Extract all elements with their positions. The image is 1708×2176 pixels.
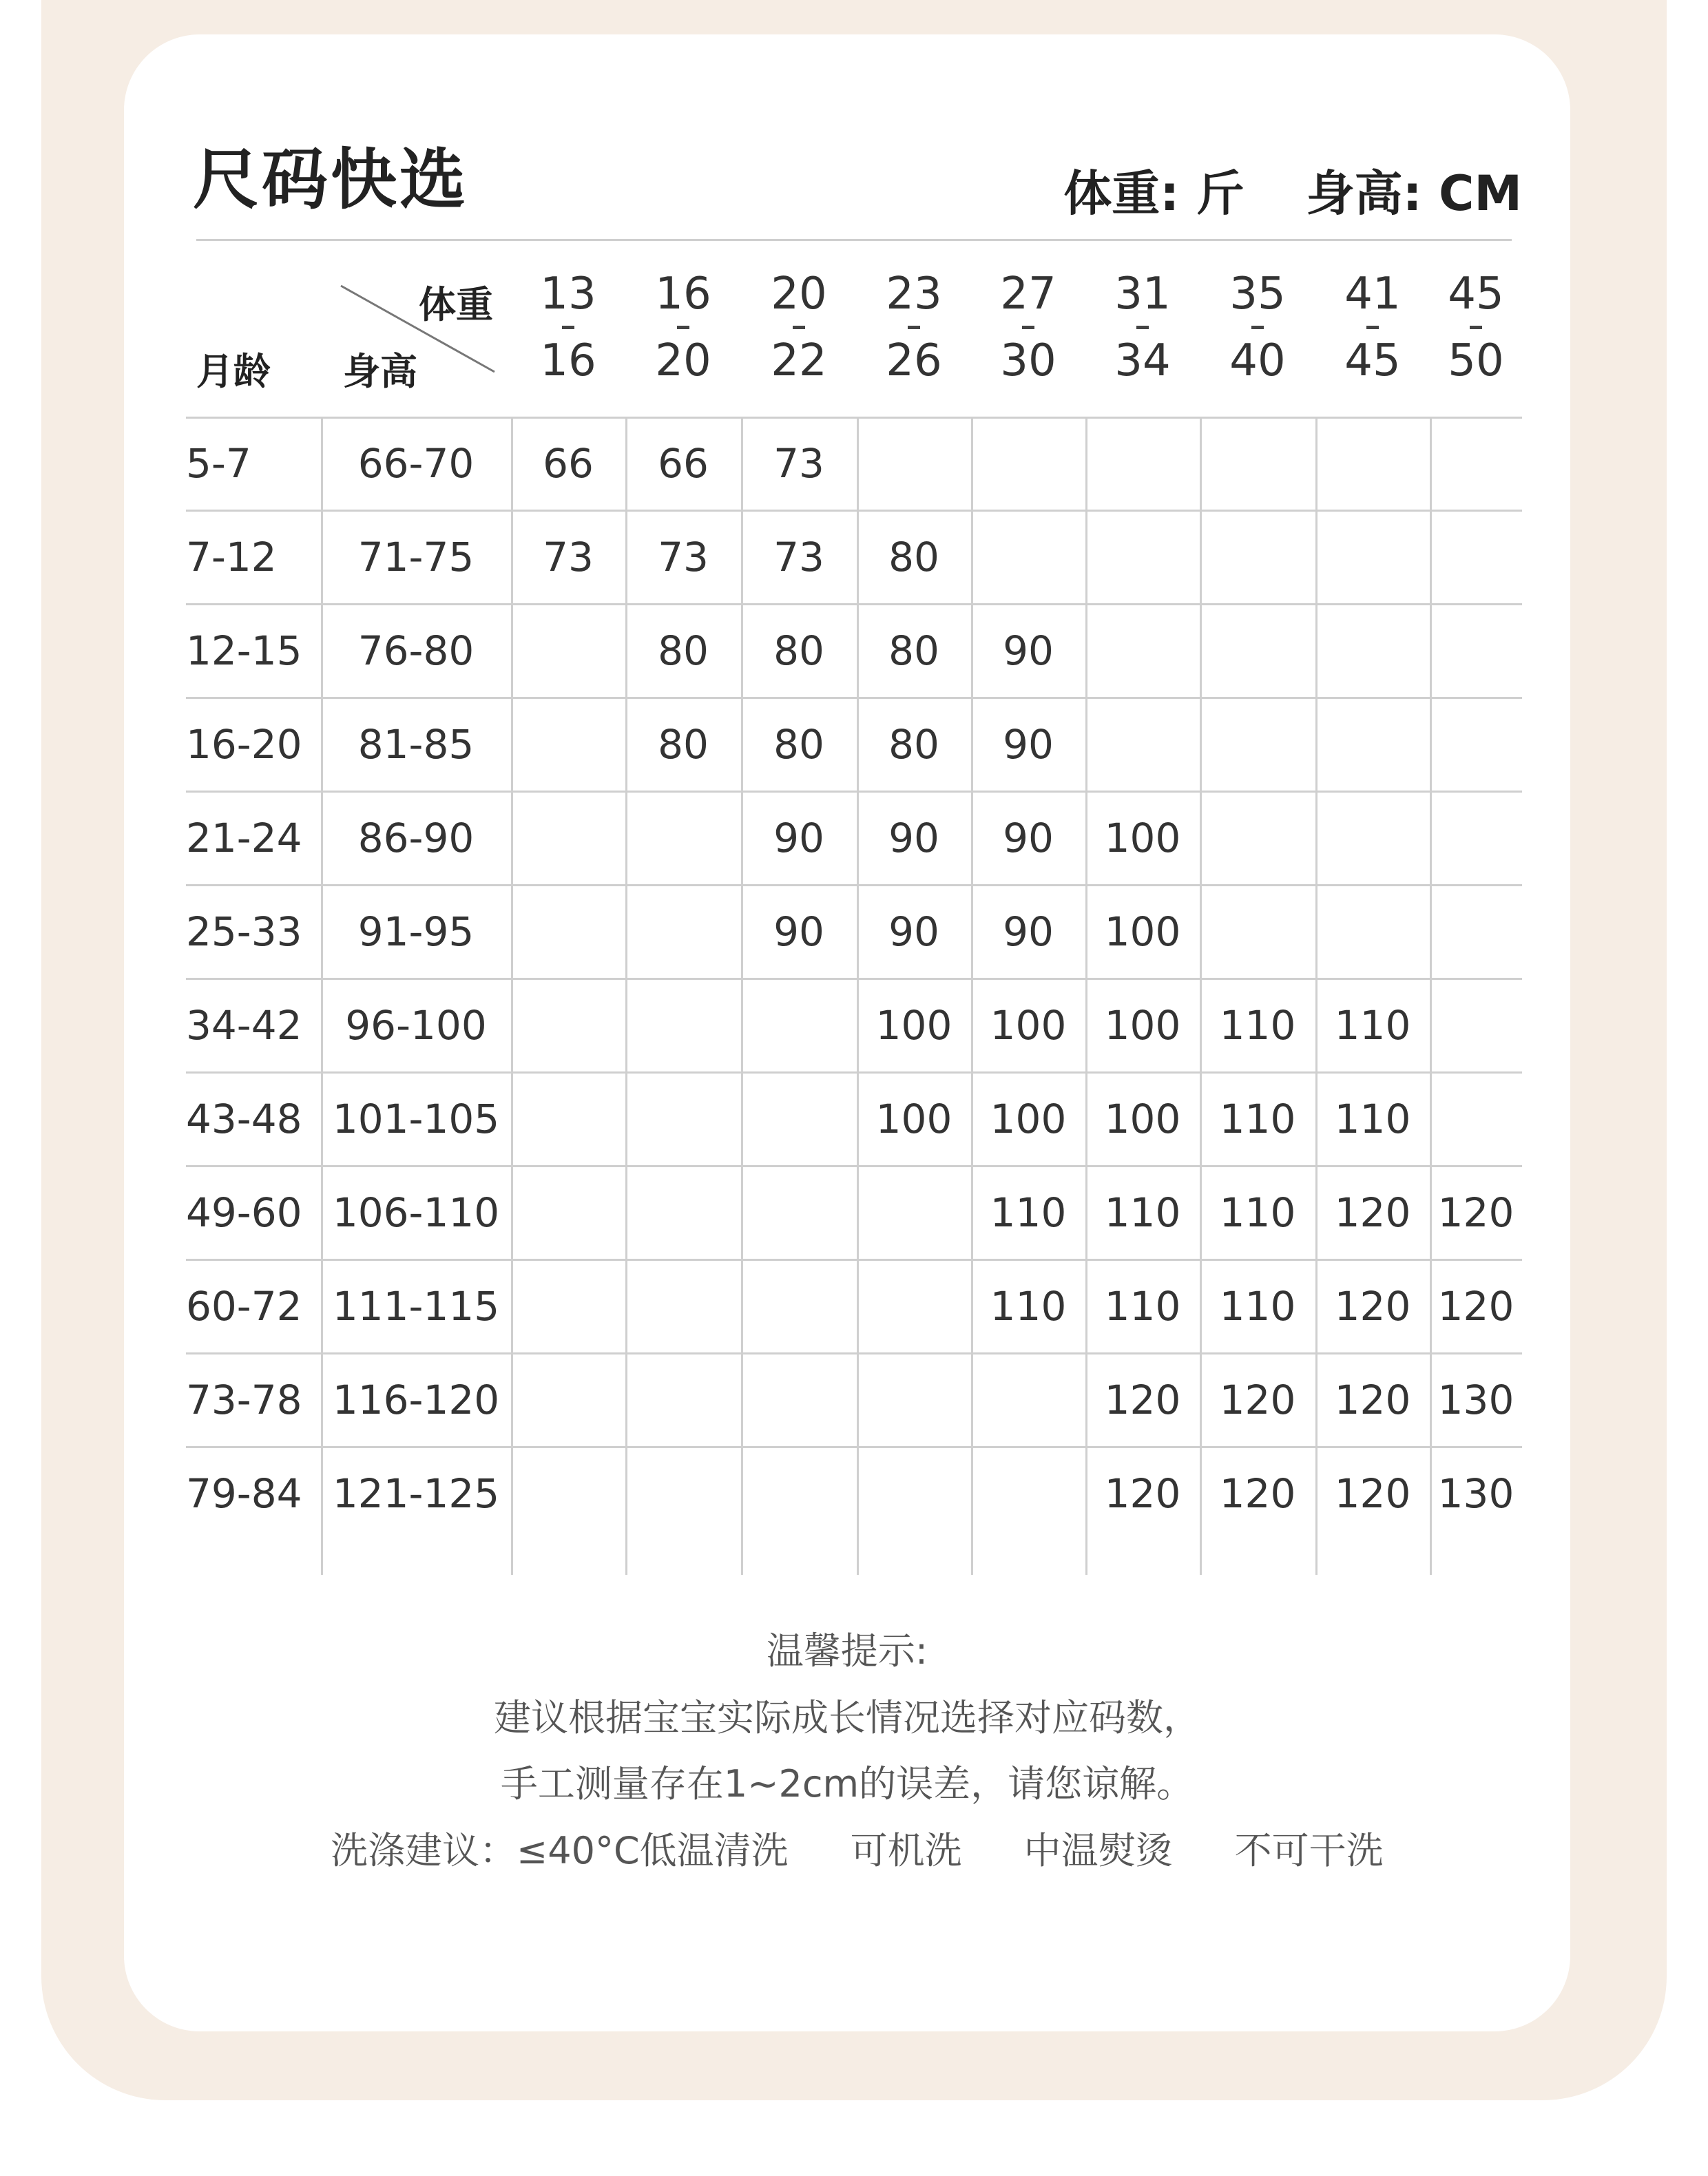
size-cell — [857, 1166, 971, 1259]
size-cell: 80 — [888, 534, 939, 580]
size-cell — [625, 979, 741, 1072]
size-cell: 100 — [875, 1096, 952, 1142]
age-cell: 34-42 — [186, 1002, 302, 1049]
size-cell — [511, 1447, 625, 1540]
size-cell: 90 — [1003, 627, 1054, 674]
size-cell — [741, 979, 857, 1072]
weight-range-high: 45 — [1344, 335, 1401, 386]
age-cell: 60-72 — [186, 1283, 302, 1330]
size-cell — [511, 791, 625, 885]
weight-range-high: 34 — [1114, 335, 1171, 386]
range-dash — [1251, 326, 1264, 329]
size-cell: 120 — [1437, 1189, 1514, 1236]
size-cell: 110 — [1104, 1283, 1181, 1330]
weight-range-col — [1202, 269, 1313, 386]
weight-range-col — [859, 269, 969, 386]
size-cell: 110 — [1219, 1002, 1296, 1049]
care-item-machine-wash: 可机洗 — [850, 1829, 962, 1872]
table-row — [186, 604, 1522, 698]
unit-legend — [1063, 155, 1522, 224]
column-divider — [741, 417, 743, 1575]
care-item-no-dry-clean: 不可干洗 — [1234, 1829, 1384, 1872]
table-row — [186, 979, 1522, 1072]
size-cell: 100 — [990, 1096, 1067, 1142]
height-cell: 66-70 — [357, 440, 475, 487]
age-cell: 25-33 — [186, 908, 302, 955]
weight-range-high: 50 — [1448, 335, 1504, 386]
size-cell — [1315, 791, 1430, 885]
weight-range-low: 23 — [886, 269, 942, 320]
height-cell: 111-115 — [332, 1283, 500, 1330]
size-cell — [1085, 417, 1200, 510]
range-dash — [793, 326, 805, 329]
size-cell — [625, 791, 741, 885]
column-divider — [625, 417, 627, 1575]
weight-range-col — [973, 269, 1083, 386]
size-cell — [1315, 698, 1430, 791]
size-cell: 90 — [1003, 721, 1054, 768]
size-cell: 73 — [773, 534, 824, 580]
table-row — [186, 791, 1522, 885]
title-divider — [196, 239, 1512, 241]
range-dash — [1136, 326, 1149, 329]
size-cell — [1430, 979, 1522, 1072]
size-cell: 100 — [1104, 815, 1181, 861]
size-cell — [971, 417, 1085, 510]
size-cell: 90 — [1003, 815, 1054, 861]
size-cell — [971, 510, 1085, 604]
weight-range-low: 13 — [540, 269, 596, 320]
size-cell: 110 — [1219, 1189, 1296, 1236]
size-cell — [1315, 885, 1430, 979]
weight-range-low: 41 — [1344, 269, 1401, 320]
size-cell: 120 — [1104, 1377, 1181, 1423]
table-row — [186, 1353, 1522, 1447]
size-cell — [741, 1447, 857, 1540]
size-cell — [1430, 885, 1522, 979]
range-dash — [1022, 326, 1034, 329]
weight-unit: 体重: 斤 — [1063, 165, 1244, 222]
size-cell — [1200, 885, 1315, 979]
weight-range-col — [744, 269, 854, 386]
size-cell: 110 — [990, 1189, 1067, 1236]
weight-range-col — [1087, 269, 1198, 386]
range-dash — [1470, 326, 1482, 329]
size-cell: 80 — [658, 721, 709, 768]
size-cell — [1200, 698, 1315, 791]
size-cell — [741, 1353, 857, 1447]
size-cell — [1430, 417, 1522, 510]
height-cell: 71-75 — [357, 534, 475, 580]
age-cell: 7-12 — [186, 534, 277, 580]
height-cell: 91-95 — [357, 908, 475, 955]
tips-heading: 温馨提示: — [766, 1629, 928, 1673]
table-row — [186, 417, 1522, 510]
weight-range-col — [628, 269, 738, 386]
size-cell: 130 — [1437, 1377, 1514, 1423]
size-cell — [741, 1259, 857, 1353]
height-cell: 86-90 — [357, 815, 475, 861]
size-cell: 130 — [1437, 1470, 1514, 1517]
age-cell: 43-48 — [186, 1096, 302, 1142]
size-cell — [1430, 698, 1522, 791]
size-cell — [1315, 510, 1430, 604]
size-cell: 90 — [773, 908, 824, 955]
table-row — [186, 1166, 1522, 1259]
weight-range-high: 20 — [655, 335, 711, 386]
size-cell — [1200, 791, 1315, 885]
size-cell — [1430, 791, 1522, 885]
size-cell: 100 — [1104, 1096, 1181, 1142]
page-title: 尺码快选 — [193, 141, 468, 218]
size-cell — [1085, 698, 1200, 791]
size-cell — [1085, 510, 1200, 604]
column-divider — [1430, 417, 1432, 1575]
size-cell — [511, 1072, 625, 1166]
table-row — [186, 1447, 1522, 1540]
size-cell: 90 — [1003, 908, 1054, 955]
size-cell: 100 — [990, 1002, 1067, 1049]
range-dash — [562, 326, 574, 329]
height-cell: 76-80 — [357, 627, 475, 674]
size-cell — [857, 1259, 971, 1353]
age-cell: 5-7 — [186, 440, 251, 487]
size-cell: 120 — [1334, 1377, 1411, 1423]
table-row — [186, 1259, 1522, 1353]
weight-range-low: 20 — [771, 269, 827, 320]
header-height-label: 身高 — [343, 350, 417, 393]
age-cell: 73-78 — [186, 1377, 302, 1423]
size-cell — [857, 1447, 971, 1540]
range-dash — [677, 326, 689, 329]
size-cell: 90 — [888, 815, 939, 861]
size-cell: 120 — [1219, 1377, 1296, 1423]
weight-range-high: 30 — [1000, 335, 1056, 386]
weight-range-low: 45 — [1448, 269, 1504, 320]
range-dash — [908, 326, 920, 329]
size-cell — [625, 885, 741, 979]
size-cell — [857, 1353, 971, 1447]
size-cell: 110 — [1334, 1096, 1411, 1142]
tips-line-1: 建议根据宝宝实际成长情况选择对应码数， — [494, 1696, 1200, 1739]
age-cell: 49-60 — [186, 1189, 302, 1236]
size-cell — [1315, 417, 1430, 510]
size-cell: 66 — [658, 440, 709, 487]
weight-range-low: 16 — [655, 269, 711, 320]
weight-range-low: 31 — [1114, 269, 1171, 320]
size-cell: 120 — [1334, 1470, 1411, 1517]
size-cell: 110 — [1219, 1283, 1296, 1330]
column-divider — [971, 417, 973, 1575]
care-instructions — [331, 1821, 1384, 1874]
size-cell: 100 — [1104, 908, 1181, 955]
size-cell: 120 — [1437, 1283, 1514, 1330]
height-cell: 121-125 — [332, 1470, 500, 1517]
care-label: 洗涤建议：≤40°C低温清洗 — [331, 1829, 789, 1872]
size-cell: 73 — [543, 534, 594, 580]
size-cell: 120 — [1104, 1470, 1181, 1517]
size-cell — [1430, 604, 1522, 698]
header-age-label: 月龄 — [196, 350, 271, 393]
column-divider — [1315, 417, 1318, 1575]
size-cell — [1430, 510, 1522, 604]
weight-range-high: 40 — [1229, 335, 1286, 386]
size-cell: 80 — [888, 627, 939, 674]
size-cell — [625, 1259, 741, 1353]
size-cell — [1200, 604, 1315, 698]
size-cell — [1430, 1072, 1522, 1166]
size-cell — [625, 1072, 741, 1166]
size-cell: 73 — [658, 534, 709, 580]
height-unit: 身高: CM — [1306, 165, 1522, 222]
weight-range-high: 22 — [771, 335, 827, 386]
height-cell: 96-100 — [345, 1002, 487, 1049]
size-cell: 90 — [888, 908, 939, 955]
table-row — [186, 1072, 1522, 1166]
size-cell — [741, 1166, 857, 1259]
size-cell — [511, 698, 625, 791]
age-cell: 21-24 — [186, 815, 302, 861]
size-cell — [741, 1072, 857, 1166]
height-cell: 81-85 — [357, 721, 475, 768]
column-divider — [1085, 417, 1087, 1575]
range-dash — [1366, 326, 1379, 329]
size-cell — [625, 1166, 741, 1259]
size-cell — [511, 1353, 625, 1447]
size-cell: 110 — [990, 1283, 1067, 1330]
size-cell: 100 — [875, 1002, 952, 1049]
age-cell: 12-15 — [186, 627, 302, 674]
height-cell: 116-120 — [332, 1377, 500, 1423]
weight-range-high: 16 — [540, 335, 596, 386]
size-cell: 120 — [1334, 1189, 1411, 1236]
size-cell: 80 — [658, 627, 709, 674]
size-cell — [857, 417, 971, 510]
tips-line-2: 手工测量存在1~2cm的误差，请您谅解。 — [500, 1762, 1194, 1806]
size-cell — [625, 1447, 741, 1540]
size-cell — [1200, 417, 1315, 510]
size-cell: 80 — [773, 627, 824, 674]
size-cell: 110 — [1104, 1189, 1181, 1236]
size-cell — [511, 1259, 625, 1353]
column-divider — [1200, 417, 1202, 1575]
weight-range-col — [1421, 269, 1531, 386]
size-cell: 80 — [773, 721, 824, 768]
height-cell: 106-110 — [332, 1189, 500, 1236]
header-weight-label: 体重 — [419, 283, 493, 326]
table-row — [186, 885, 1522, 979]
weight-range-col — [1318, 269, 1428, 386]
size-cell — [1200, 510, 1315, 604]
age-cell: 16-20 — [186, 721, 302, 768]
size-cell — [1085, 604, 1200, 698]
age-cell: 79-84 — [186, 1470, 302, 1517]
weight-range-low: 27 — [1000, 269, 1056, 320]
size-cell: 100 — [1104, 1002, 1181, 1049]
size-cell: 90 — [773, 815, 824, 861]
size-cell — [511, 604, 625, 698]
size-cell: 73 — [773, 440, 824, 487]
size-cell — [511, 885, 625, 979]
weight-range-low: 35 — [1229, 269, 1286, 320]
size-cell — [625, 1353, 741, 1447]
height-cell: 101-105 — [332, 1096, 500, 1142]
size-cell — [971, 1353, 1085, 1447]
weight-range-high: 26 — [886, 335, 942, 386]
size-cell: 110 — [1334, 1002, 1411, 1049]
column-divider — [321, 417, 323, 1575]
care-item-ironing: 中温熨烫 — [1023, 1829, 1173, 1872]
column-divider — [857, 417, 859, 1575]
size-cell — [511, 1166, 625, 1259]
size-cell: 110 — [1219, 1096, 1296, 1142]
table-row — [186, 510, 1522, 604]
column-divider — [511, 417, 513, 1575]
size-cell — [971, 1447, 1085, 1540]
size-cell: 120 — [1334, 1283, 1411, 1330]
size-cell — [511, 979, 625, 1072]
table-row — [186, 698, 1522, 791]
size-cell: 80 — [888, 721, 939, 768]
size-cell: 120 — [1219, 1470, 1296, 1517]
size-cell: 66 — [543, 440, 594, 487]
size-cell — [1315, 604, 1430, 698]
weight-range-col — [513, 269, 623, 386]
